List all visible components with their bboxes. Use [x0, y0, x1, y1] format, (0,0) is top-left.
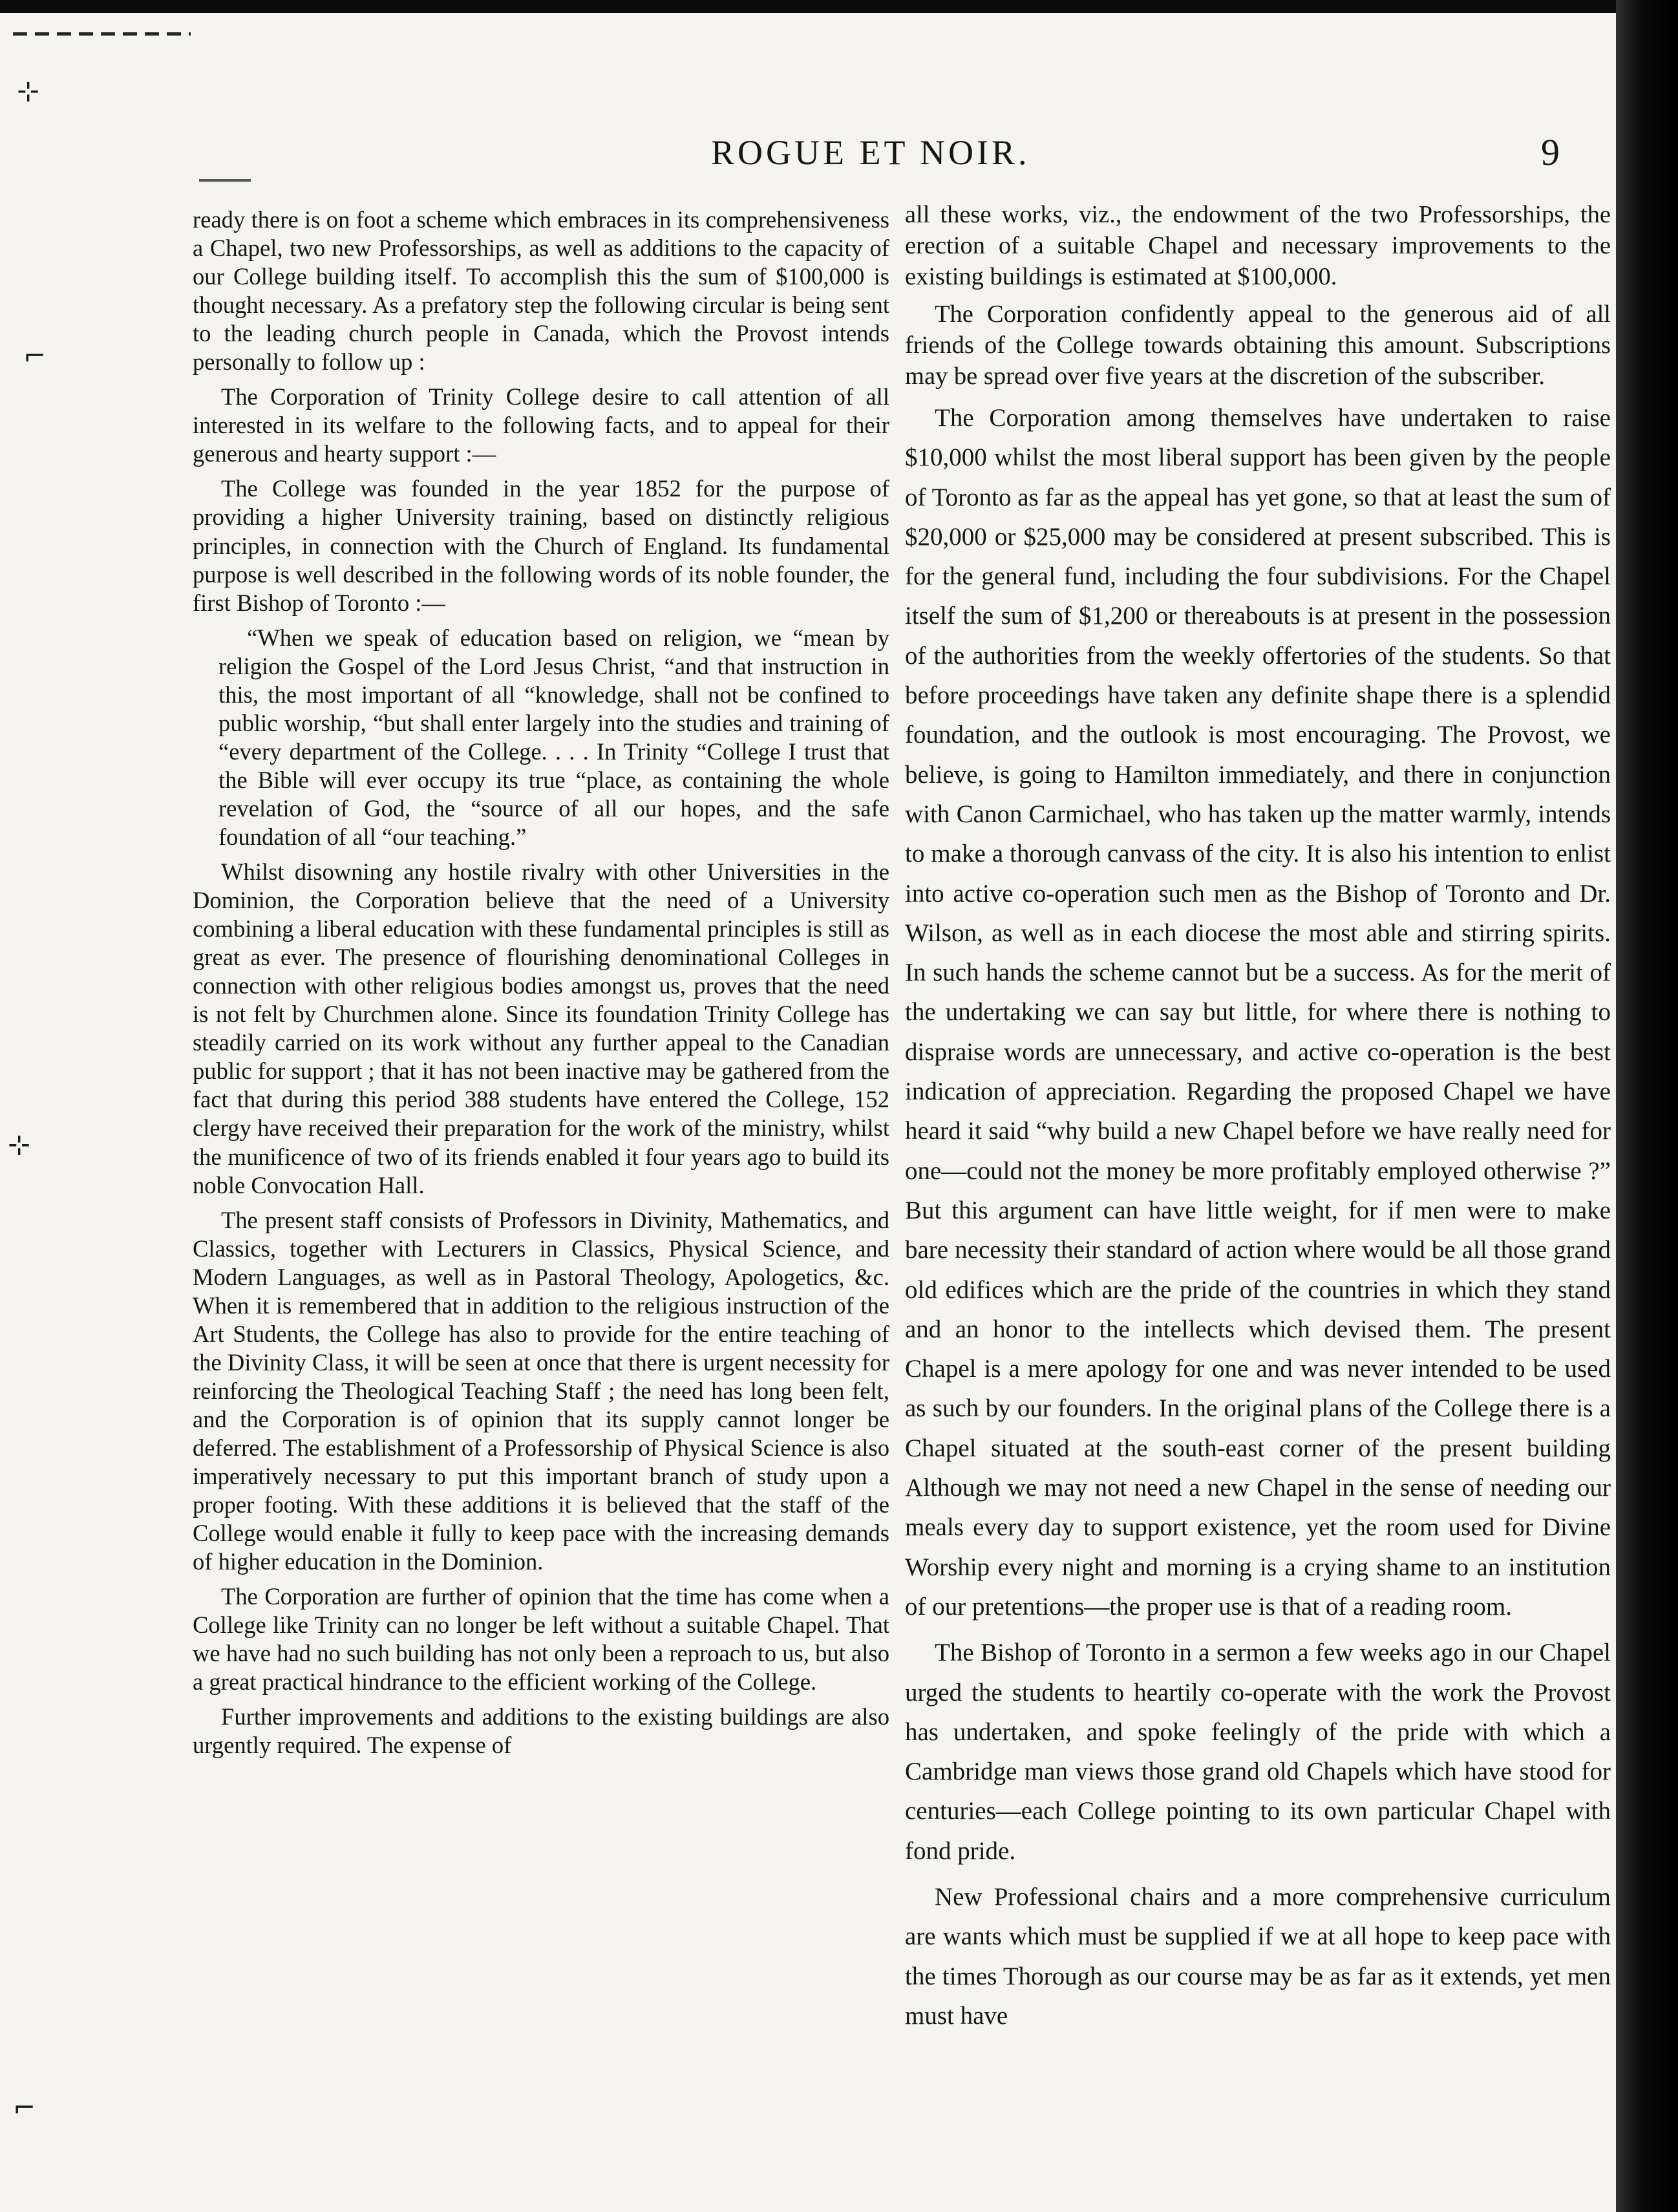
top-dashed-rule [13, 32, 191, 36]
paragraph: The College was founded in the year 1852 for the purpose of providing a higher University training, based on distinctly religious principles, in connection with the Church of England. Its fundamental purpose is well described in the following words of its noble founder, the first Bishop of Toronto :— [193, 475, 889, 616]
running-header: ROGUE ET NOIR. [711, 133, 1030, 172]
paragraph: The Corporation among themselves have undertaken to raise $10,000 whilst the most liberal support has been given by the people of Toronto as far as the appeal has yet gone, so that at least the sum of $20,000 or $25,000 may be considered at present subscribed. This is for the general fund, including the four subdivisions. For the Chapel itself the sum of $1,200 or thereabouts is at present in the possession of the authorities from the weekly offertories of the students. So that before proceedings have taken any definite shape there is a splendid foundation, and the outlook is most encouraging. The Provost, we believe, is going to Hamilton immediately, and there in conjunction with Canon Carmichael, who has taken up the matter warmly, intends to make a thorough canvass of the city. It is also his intention to enlist into active co-operation such men as the Bishop of Toronto and Dr. Wilson, as well as in each diocese the most able and stirring spirits. In such hands the scheme cannot but be a success. As for the merit of the undertaking we can say but little, for where there is nothing to dispraise words are unnecessary, and active co-operation is the best indication of appreciation. Regarding the proposed Chapel we have heard it said “why build a new Chapel before we have really need for one—could not the money be more profitably employed otherwise ?” But this argument can have little weight, for if men were to make bare necessity their standard of action where would be all those grand old edifices which are the pride of the countries in which they stand and an honor to the intellects which devised them. The present Chapel is a mere apology for one and was never intended to be used as such by our founders. In the original plans of the College there is a Chapel situated at the south-east corner of the present building Although we may not need a new Chapel in the sense of needing our meals every day to support existence, yet the room used for Divine Worship every night and morning is a crying shame to an institution of our pretentions—the proper use is that of a reading room. [905, 404, 1611, 1621]
paragraph: Further improvements and additions to the existing buildings are also urgently required. The expense of [193, 1703, 889, 1759]
top-scan-border [0, 0, 1678, 13]
margin-mark-icon: ⊹ [8, 1129, 31, 1160]
margin-mark-icon: ⊹ [17, 75, 40, 107]
paragraph: The Corporation of Trinity College desire to call attention of all interested in its welfare to the following facts, and to appeal for their generous and hearty support :— [193, 383, 889, 467]
page-number: 9 [1541, 131, 1560, 173]
paragraph: The Corporation confidently appeal to the generous aid of all friends of the College towards obtaining this amount. Subscriptions may be spread over five years at the discretion of the subscriber. [905, 301, 1611, 390]
paragraph: New Professional chairs and a more comprehensive curriculum are wants which must be supplied if we at all hope to keep pace with the times Thorough as our course may be as far as it extends, yet men must have [905, 1882, 1611, 2030]
section-rule [199, 179, 251, 182]
right-text-column [905, 199, 1611, 2042]
paragraph: all these works, viz., the endowment of the two Professorships, the erection of a suitable Chapel and necessary improvements to the existing buildings is estimated at $100,000. [905, 201, 1611, 290]
paragraph: The present staff consists of Professors in Divinity, Mathematics, and Classics, together with Lecturers in Classics, Physical Science, and Modern Languages, as well as in Pastoral Theology, Apologetics, &c. When it is remembered that in addition to the religious instruction of the Art Students, the College has also to provide for the entire teaching of the Divinity Class, it will be seen at once that there is urgent necessity for reinforcing the Theological Teaching Staff ; the need has long been felt, and the Corporation is of opinion that its supply cannot longer be deferred. The establishment of a Professorship of Physical Science is also imperatively necessary to put this important branch of study upon a proper footing. With these additions it is believed that the staff of the College would enable it fully to keep pace with the increasing demands of higher education in the Dominion. [193, 1206, 889, 1575]
paragraph: The Bishop of Toronto in a sermon a few weeks ago in our Chapel urged the students to heartily co-operate with the work the Provost has undertaken, and spoke feelingly of the pride with which a Cambridge man views those grand old Chapels which have stood for centuries—each College pointing to its own particular Chapel with fond pride. [905, 1639, 1611, 1865]
margin-mark-icon: ⌐ [23, 340, 47, 372]
margin-mark-icon: ⌐ [13, 2092, 36, 2123]
paragraph: The Corporation are further of opinion that the time has come when a College like Trinity can no longer be left without a suitable Chapel. That we have had no such building has not only been a reproach to us, but also a great practical hindrance to the efficient working of the College. [193, 1583, 889, 1696]
quotation-paragraph: “When we speak of education based on religion, we “mean by religion the Gospel of the Lord Jesus Christ, “and that instruction in this, the most important of all “knowledge, shall not be confined to public worship, “but shall enter largely into the studies and training of “every department of the College. . . . In Trinity “College I trust that the Bible will ever occupy its true “place, as containing the whole revelation of God, the “source of all our hopes, and the safe foundation of all “our teaching.” [218, 624, 889, 850]
left-text-column [193, 206, 889, 1766]
right-scan-edge [1616, 0, 1678, 2212]
paragraph: ready there is on foot a scheme which embraces in its comprehensiveness a Chapel, two new Professorships, as well as additions to the capacity of our College building itself. To accomplish this the sum of $100,000 is thought necessary. As a prefatory step the following circular is being sent to the leading church people in Canada, which the Provost intends personally to follow up : [193, 206, 889, 376]
paragraph: Whilst disowning any hostile rivalry with other Universities in the Dominion, the Corporation believe that the need of a University combining a liberal education with these fundamental principles is still as great as ever. The presence of flourishing denominational Colleges in connection with other religious bodies amongst us, proves that the need is not felt by Churchmen alone. Since its foundation Trinity College has steadily carried on its work without any further appeal to the Canadian public for support ; that it has not been inactive may be gathered from the fact that during this period 388 students have entered the College, 152 clergy have received their preparation for the work of the ministry, whilst the munificence of two of its friends enabled it four years ago to build its noble Convocation Hall. [193, 858, 889, 1198]
